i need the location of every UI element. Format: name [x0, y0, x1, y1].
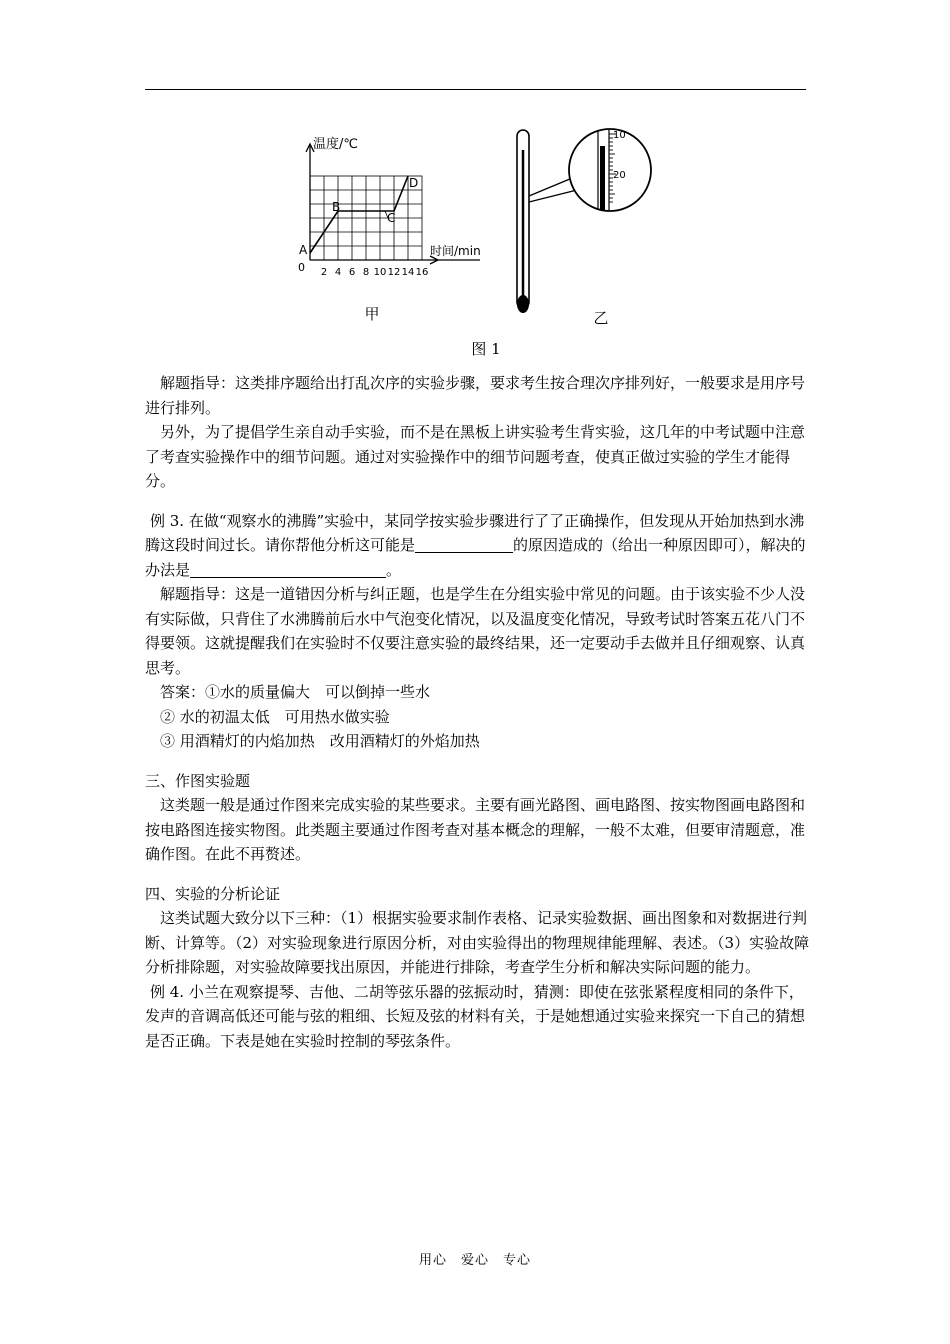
x-tick-label: 8: [362, 267, 370, 278]
answer-line-3: ③ 用酒精灯的内焰加热 改用酒精灯的外焰加热: [160, 732, 480, 750]
y-axis-label: 温度/℃: [313, 137, 358, 152]
thermometer-bulb: [517, 295, 529, 313]
main-text: [145, 371, 810, 1053]
figure-drawing: [280, 118, 660, 368]
figure-1: [280, 118, 660, 368]
x-tick-label: 10: [373, 267, 387, 278]
x-tick-label: 12: [387, 267, 401, 278]
x-axis-label: 时间/min: [430, 244, 481, 258]
x-tick-label: 2: [320, 267, 328, 278]
point-a-label: A: [299, 243, 308, 257]
origin-label: 0: [298, 261, 305, 274]
answer-line-2: ② 水的初温太低 可用热水做实验: [160, 707, 390, 726]
header-rule: [145, 89, 806, 90]
point-d-label: D: [409, 176, 419, 190]
figure-caption: 图 1: [471, 340, 501, 358]
section-4-heading: 四、实验的分析论证: [145, 884, 281, 903]
answer-line-1: 答案：①水的质量偏大 可以倒掉一些水: [160, 683, 431, 701]
x-tick-label: 14: [401, 267, 415, 278]
guide-paragraph-3: 解题指导：这是一道错因分析与纠正题，也是学生在分组实验中常见的问题。由于该实验不少人没有实际做，只背住了水沸腾前后水中气泡变化情况，以及温度变化情况，导致考试时答案五花八门不得要领。这就提醒我们在实验时不仅要注意实验的最终结果，还一定要动手去做并且仔细观察、认真思考。: [145, 585, 806, 677]
page-footer: 用心 爱心 专心: [418, 1253, 531, 1268]
example-4: 例 4. 小兰在观察提琴、吉他、二胡等弦乐器的弦振动时，猜测：即使在弦张紧程度相同的条件下，发声的音调高低还可能与弦的粗细、长短及弦的材料有关，于是她想通过实验来探究一下自己的猜想是否正确。下表是她在实验时控制的琴弦条件。: [145, 982, 806, 1050]
point-b-label: B: [332, 200, 341, 214]
x-tick-label: 6: [348, 267, 356, 278]
guide-paragraph-2: 另外，为了提倡学生亲自动手实验，而不是在黑板上讲实验考生背实验，这几年的中考试题中注意了考查实验操作中的细节问题。通过对实验操作中的细节问题考查，使真正做过实验的学生才能得分。: [145, 423, 806, 490]
label-jia: 甲: [364, 305, 380, 323]
section-3-body: 这类题一般是通过作图来完成实验的某些要求。主要有画光路图、画电路图、按实物图画电路图和按电路图连接实物图。此类题主要通过作图考查对基本概念的理解，一般不太难，但要审清题意，准确作图。在此不再赘述。: [145, 796, 806, 863]
section-3-heading: 三、作图实验题: [145, 771, 251, 790]
guide-paragraph-1: 解题指导：这类排序题给出打乱次序的实验步骤，要求考生按合理次序排列好，一般要求是用序号进行排列。: [145, 374, 806, 417]
scale-label-20: 20: [613, 170, 626, 181]
mercury-column: [600, 146, 605, 210]
x-tick-labels: [321, 267, 429, 278]
temperature-time-graph: [298, 136, 481, 323]
section-4-body: 这类试题大致分以下三种：（1）根据实验要求制作表格、记录实验数据、画出图象和对数据进行判断、计算等。（2）对实验现象进行原因分析，对由实验得出的物理规律能理解、表述。（3）实验故障分析排除题，对实验故障要找出原因，并能进行排除，考查学生分析和解决实际问题的能力。: [145, 909, 810, 976]
scale-label-10: 10: [613, 130, 626, 141]
example-3-part-2: 的原因造成的（给出一种原因即可），解决的办法是: [145, 536, 806, 579]
thermometer-drawing: [517, 129, 651, 327]
label-yi: 乙: [593, 309, 609, 327]
point-c-label: C: [387, 211, 396, 225]
example-3-part-1: 例 3. 在做“观察水的沸腾”实验中，某同学按实验步骤进行了了正确操作，但发现从开始加热到水沸腾这段时间过长。请你帮他分析这可能是: [145, 511, 805, 554]
answer-blank-1: [415, 536, 513, 553]
x-tick-label: 16: [415, 267, 429, 278]
example-3: [145, 509, 810, 583]
graph-grid: [310, 176, 422, 260]
example-3-part-3: 。: [386, 560, 402, 579]
answer-blank-2: [190, 561, 386, 578]
x-tick-label: 4: [334, 267, 342, 278]
